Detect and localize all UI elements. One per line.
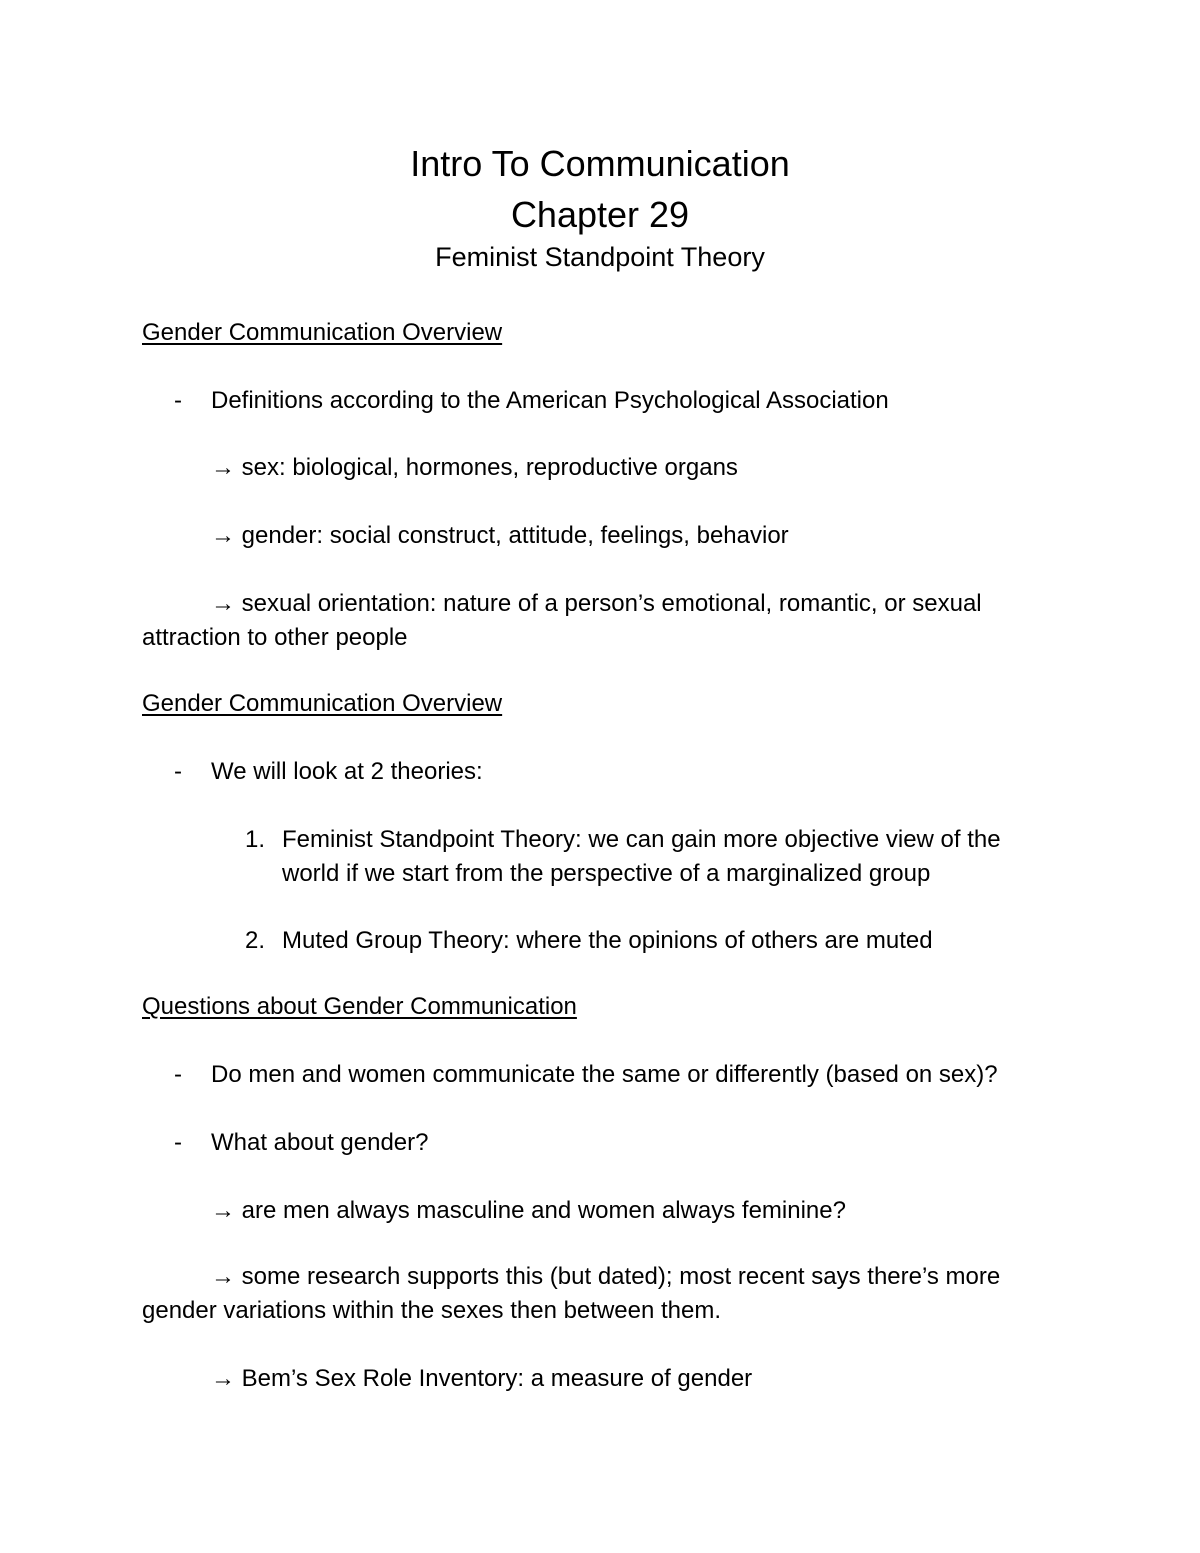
bullet-item: We will look at 2 theories:: [211, 758, 483, 785]
arrow-item: → sex: biological, hormones, reproductive organs: [211, 454, 738, 481]
arrow-item: → gender: social construct, attitude, feelings, behavior: [211, 522, 789, 549]
section-heading: Gender Communication Overview: [142, 319, 503, 346]
section-heading: Questions about Gender Communication: [142, 993, 577, 1020]
arrow-item-continuation: gender variations within the sexes then between them.: [142, 1297, 722, 1324]
list-number: 2.: [245, 927, 266, 954]
bullet-marker: -: [174, 758, 182, 785]
numbered-item: Feminist Standpoint Theory: we can gain more objective view of the: [282, 826, 1001, 853]
numbered-item: Muted Group Theory: where the opinions of others are muted: [282, 927, 933, 954]
list-number: 1.: [245, 826, 266, 853]
chapter-subtitle: Feminist Standpoint Theory: [435, 242, 765, 272]
chapter-title: Chapter 29: [510, 194, 690, 235]
bullet-item: Definitions according to the American Psychological Association: [211, 387, 889, 414]
arrow-item: → some research supports this (but dated); most recent says there’s more: [211, 1263, 1001, 1290]
numbered-item-continuation: world if we start from the perspective of a marginalized group: [282, 860, 931, 887]
bullet-item: What about gender?: [211, 1129, 429, 1156]
section-heading: Gender Communication Overview: [142, 690, 503, 717]
arrow-item: → Bem’s Sex Role Inventory: a measure of gender: [211, 1365, 753, 1392]
course-title: Intro To Communication: [410, 143, 790, 184]
bullet-marker: -: [174, 387, 182, 414]
arrow-item: → sexual orientation: nature of a person’s emotional, romantic, or sexual: [211, 590, 982, 617]
bullet-marker: -: [174, 1061, 182, 1088]
bullet-marker: -: [174, 1129, 182, 1156]
arrow-item: → are men always masculine and women always feminine?: [211, 1197, 846, 1224]
bullet-item: Do men and women communicate the same or differently (based on sex)?: [211, 1061, 998, 1088]
arrow-item-continuation: attraction to other people: [142, 624, 408, 651]
